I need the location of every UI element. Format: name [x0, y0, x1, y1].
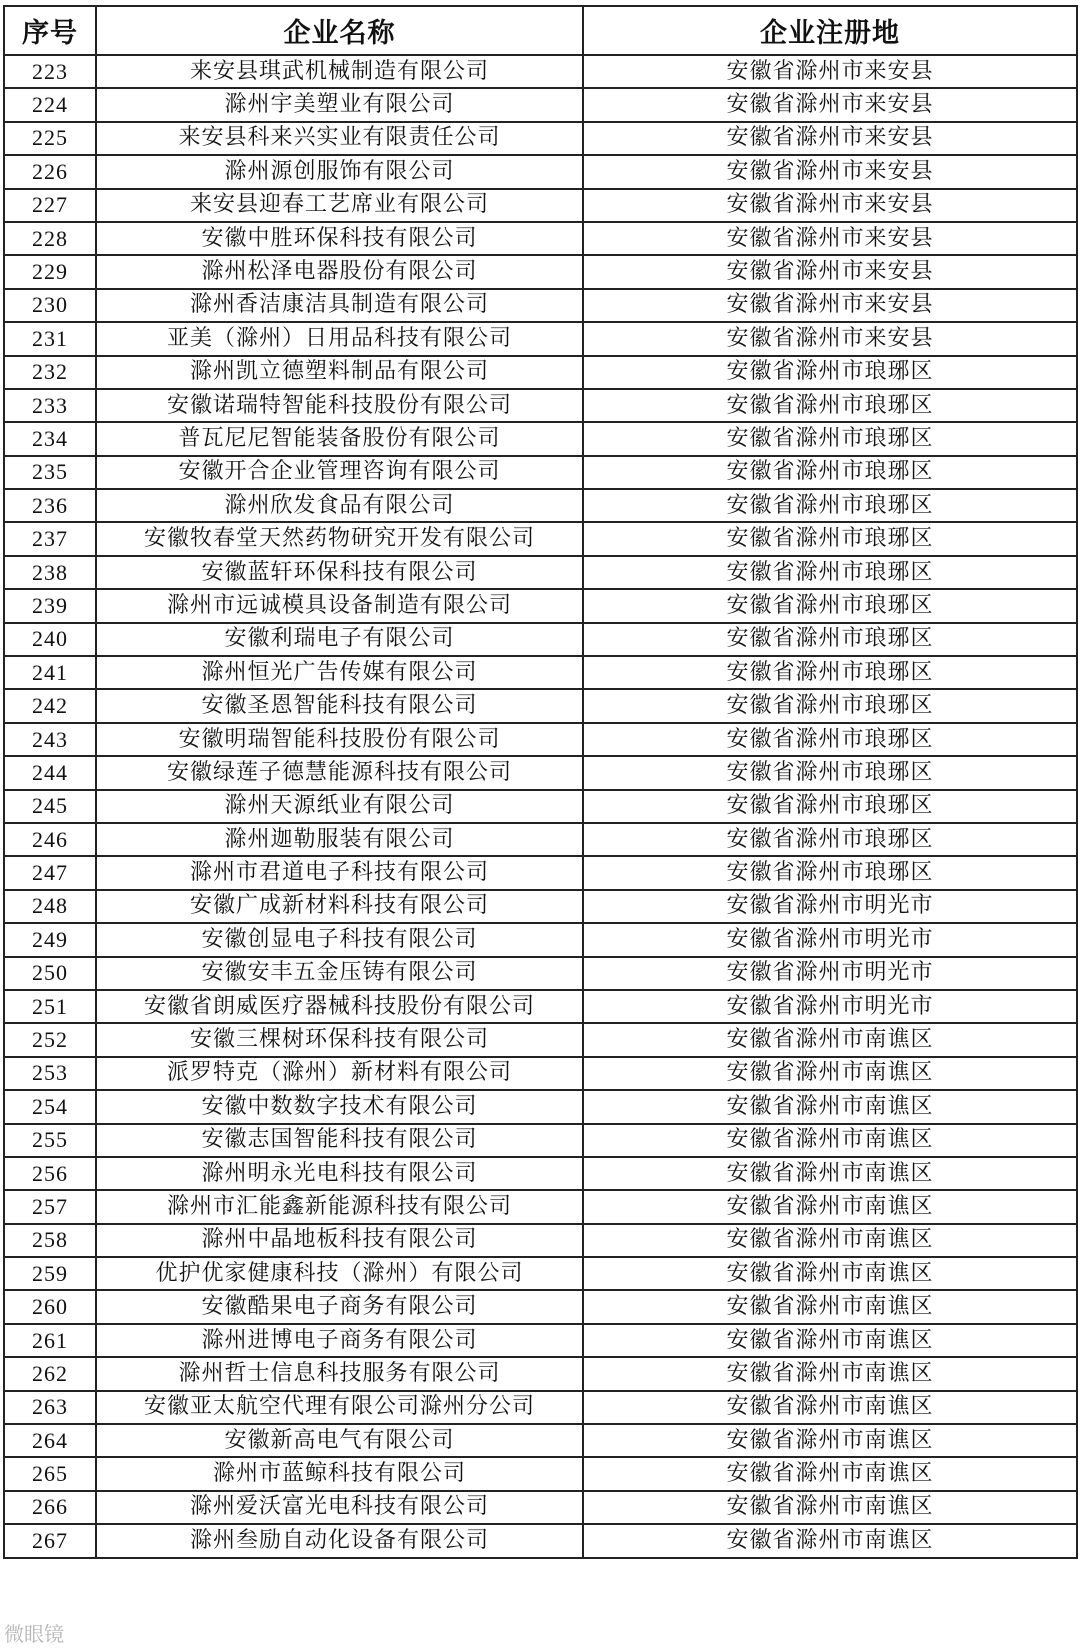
cell-serial-number: 227 — [4, 189, 96, 222]
cell-registered-location: 安徽省滁州市南谯区 — [583, 1324, 1077, 1357]
watermark-text: 微眼镜 — [4, 1622, 64, 1646]
table-row — [4, 322, 1077, 355]
cell-registered-location: 安徽省滁州市南谯区 — [583, 1090, 1077, 1123]
cell-company-name: 派罗特克（滁州）新材料有限公司 — [96, 1057, 583, 1090]
cell-serial-number: 249 — [4, 923, 96, 956]
cell-company-name: 来安县迎春工艺席业有限公司 — [96, 189, 583, 222]
table-row — [4, 522, 1077, 555]
cell-registered-location: 安徽省滁州市南谯区 — [583, 1290, 1077, 1323]
cell-registered-location: 安徽省滁州市南谯区 — [583, 1124, 1077, 1157]
cell-registered-location: 安徽省滁州市来安县 — [583, 255, 1077, 288]
table-row — [4, 255, 1077, 288]
table-row — [4, 1257, 1077, 1290]
cell-serial-number: 255 — [4, 1124, 96, 1157]
cell-registered-location: 安徽省滁州市琅琊区 — [583, 489, 1077, 522]
table-row — [4, 656, 1077, 689]
cell-registered-location: 安徽省滁州市来安县 — [583, 289, 1077, 322]
cell-registered-location: 安徽省滁州市琅琊区 — [583, 756, 1077, 789]
cell-registered-location: 安徽省滁州市南谯区 — [583, 1424, 1077, 1457]
cell-registered-location: 安徽省滁州市来安县 — [583, 122, 1077, 155]
table-row — [4, 790, 1077, 823]
cell-company-name: 滁州迦勒服装有限公司 — [96, 823, 583, 856]
table-row — [4, 389, 1077, 422]
table-row — [4, 1023, 1077, 1056]
table-row — [4, 189, 1077, 222]
table-row — [4, 88, 1077, 121]
cell-registered-location: 安徽省滁州市来安县 — [583, 155, 1077, 188]
table-row — [4, 1090, 1077, 1123]
header-registered-location: 企业注册地 — [583, 6, 1077, 55]
cell-serial-number: 224 — [4, 88, 96, 121]
table-row — [4, 1324, 1077, 1357]
cell-registered-location: 安徽省滁州市南谯区 — [583, 1257, 1077, 1290]
table-row — [4, 723, 1077, 756]
cell-serial-number: 236 — [4, 489, 96, 522]
cell-company-name: 滁州哲士信息科技服务有限公司 — [96, 1357, 583, 1390]
cell-registered-location: 安徽省滁州市南谯区 — [583, 1391, 1077, 1424]
cell-company-name: 安徽中胜环保科技有限公司 — [96, 222, 583, 255]
cell-company-name: 滁州源创服饰有限公司 — [96, 155, 583, 188]
cell-registered-location: 安徽省滁州市琅琊区 — [583, 723, 1077, 756]
cell-registered-location: 安徽省滁州市琅琊区 — [583, 823, 1077, 856]
table-header-row — [4, 6, 1077, 55]
cell-company-name: 滁州香洁康洁具制造有限公司 — [96, 289, 583, 322]
cell-serial-number: 223 — [4, 55, 96, 88]
table-row — [4, 623, 1077, 656]
table-row — [4, 990, 1077, 1023]
table-row — [4, 289, 1077, 322]
cell-registered-location: 安徽省滁州市琅琊区 — [583, 790, 1077, 823]
cell-company-name: 来安县科来兴实业有限责任公司 — [96, 122, 583, 155]
cell-serial-number: 246 — [4, 823, 96, 856]
table-row — [4, 589, 1077, 622]
cell-company-name: 滁州中晶地板科技有限公司 — [96, 1224, 583, 1257]
cell-serial-number: 265 — [4, 1457, 96, 1490]
table-row — [4, 856, 1077, 889]
cell-company-name: 滁州松泽电器股份有限公司 — [96, 255, 583, 288]
cell-registered-location: 安徽省滁州市来安县 — [583, 322, 1077, 355]
table-row — [4, 756, 1077, 789]
cell-company-name: 安徽明瑞智能科技股份有限公司 — [96, 723, 583, 756]
cell-company-name: 安徽三棵树环保科技有限公司 — [96, 1023, 583, 1056]
cell-serial-number: 241 — [4, 656, 96, 689]
cell-company-name: 安徽开合企业管理咨询有限公司 — [96, 456, 583, 489]
table-row — [4, 1124, 1077, 1157]
cell-registered-location: 安徽省滁州市琅琊区 — [583, 356, 1077, 389]
cell-registered-location: 安徽省滁州市来安县 — [583, 222, 1077, 255]
cell-registered-location: 安徽省滁州市琅琊区 — [583, 589, 1077, 622]
table-row — [4, 1391, 1077, 1424]
cell-serial-number: 266 — [4, 1491, 96, 1524]
cell-registered-location: 安徽省滁州市琅琊区 — [583, 689, 1077, 722]
cell-company-name: 安徽蓝轩环保科技有限公司 — [96, 556, 583, 589]
table-row — [4, 155, 1077, 188]
cell-company-name: 滁州市远诚模具设备制造有限公司 — [96, 589, 583, 622]
table-row — [4, 422, 1077, 455]
cell-serial-number: 264 — [4, 1424, 96, 1457]
cell-serial-number: 232 — [4, 356, 96, 389]
cell-company-name: 安徽中数数字技术有限公司 — [96, 1090, 583, 1123]
cell-registered-location: 安徽省滁州市明光市 — [583, 957, 1077, 990]
cell-registered-location: 安徽省滁州市南谯区 — [583, 1023, 1077, 1056]
cell-company-name: 安徽广成新材料科技有限公司 — [96, 890, 583, 923]
cell-serial-number: 251 — [4, 990, 96, 1023]
cell-company-name: 滁州凯立德塑料制品有限公司 — [96, 356, 583, 389]
table-row — [4, 823, 1077, 856]
cell-company-name: 安徽利瑞电子有限公司 — [96, 623, 583, 656]
cell-registered-location: 安徽省滁州市来安县 — [583, 55, 1077, 88]
cell-registered-location: 安徽省滁州市琅琊区 — [583, 389, 1077, 422]
cell-company-name: 安徽绿莲子德慧能源科技有限公司 — [96, 756, 583, 789]
cell-serial-number: 262 — [4, 1357, 96, 1390]
cell-registered-location: 安徽省滁州市南谯区 — [583, 1057, 1077, 1090]
cell-serial-number: 256 — [4, 1157, 96, 1190]
cell-serial-number: 263 — [4, 1391, 96, 1424]
cell-serial-number: 229 — [4, 255, 96, 288]
cell-company-name: 安徽安丰五金压铸有限公司 — [96, 957, 583, 990]
cell-company-name: 安徽牧春堂天然药物研究开发有限公司 — [96, 522, 583, 555]
cell-registered-location: 安徽省滁州市南谯区 — [583, 1524, 1077, 1557]
table-row — [4, 1524, 1077, 1557]
cell-serial-number: 231 — [4, 322, 96, 355]
cell-registered-location: 安徽省滁州市南谯区 — [583, 1491, 1077, 1524]
cell-company-name: 滁州天源纸业有限公司 — [96, 790, 583, 823]
cell-registered-location: 安徽省滁州市南谯区 — [583, 1157, 1077, 1190]
cell-serial-number: 247 — [4, 856, 96, 889]
cell-company-name: 安徽志国智能科技有限公司 — [96, 1124, 583, 1157]
cell-serial-number: 267 — [4, 1524, 96, 1557]
cell-company-name: 安徽诺瑞特智能科技股份有限公司 — [96, 389, 583, 422]
table-row — [4, 1190, 1077, 1223]
cell-serial-number: 250 — [4, 957, 96, 990]
table-row — [4, 1424, 1077, 1457]
cell-serial-number: 239 — [4, 589, 96, 622]
cell-registered-location: 安徽省滁州市来安县 — [583, 189, 1077, 222]
table-row — [4, 923, 1077, 956]
cell-registered-location: 安徽省滁州市明光市 — [583, 923, 1077, 956]
cell-serial-number: 254 — [4, 1090, 96, 1123]
cell-serial-number: 230 — [4, 289, 96, 322]
table-body — [4, 55, 1077, 1558]
cell-registered-location: 安徽省滁州市来安县 — [583, 88, 1077, 121]
cell-company-name: 滁州明永光电科技有限公司 — [96, 1157, 583, 1190]
table-row — [4, 55, 1077, 88]
cell-serial-number: 228 — [4, 222, 96, 255]
header-company-name: 企业名称 — [96, 6, 583, 55]
cell-company-name: 滁州宇美塑业有限公司 — [96, 88, 583, 121]
cell-serial-number: 244 — [4, 756, 96, 789]
cell-serial-number: 257 — [4, 1190, 96, 1223]
table-row — [4, 1290, 1077, 1323]
cell-company-name: 来安县琪武机械制造有限公司 — [96, 55, 583, 88]
cell-serial-number: 243 — [4, 723, 96, 756]
table-row — [4, 1457, 1077, 1490]
cell-registered-location: 安徽省滁州市琅琊区 — [583, 656, 1077, 689]
cell-company-name: 安徽圣恩智能科技有限公司 — [96, 689, 583, 722]
cell-serial-number: 248 — [4, 890, 96, 923]
document-page — [3, 5, 1076, 1559]
cell-serial-number: 242 — [4, 689, 96, 722]
table-row — [4, 356, 1077, 389]
cell-serial-number: 261 — [4, 1324, 96, 1357]
table-row — [4, 1357, 1077, 1390]
table-row — [4, 1491, 1077, 1524]
cell-company-name: 安徽亚太航空代理有限公司滁州分公司 — [96, 1391, 583, 1424]
table-row — [4, 456, 1077, 489]
table-row — [4, 489, 1077, 522]
cell-serial-number: 258 — [4, 1224, 96, 1257]
table-row — [4, 122, 1077, 155]
cell-registered-location: 安徽省滁州市南谯区 — [583, 1190, 1077, 1223]
table-row — [4, 957, 1077, 990]
cell-company-name: 滁州欣发食品有限公司 — [96, 489, 583, 522]
table-row — [4, 689, 1077, 722]
cell-serial-number: 237 — [4, 522, 96, 555]
cell-company-name: 优护优家健康科技（滁州）有限公司 — [96, 1257, 583, 1290]
cell-serial-number: 233 — [4, 389, 96, 422]
cell-company-name: 安徽新高电气有限公司 — [96, 1424, 583, 1457]
cell-company-name: 滁州进博电子商务有限公司 — [96, 1324, 583, 1357]
cell-company-name: 滁州市汇能鑫新能源科技有限公司 — [96, 1190, 583, 1223]
cell-serial-number: 226 — [4, 155, 96, 188]
cell-registered-location: 安徽省滁州市明光市 — [583, 990, 1077, 1023]
cell-registered-location: 安徽省滁州市南谯区 — [583, 1457, 1077, 1490]
table-row — [4, 222, 1077, 255]
cell-registered-location: 安徽省滁州市琅琊区 — [583, 522, 1077, 555]
company-table — [3, 5, 1078, 1559]
cell-serial-number: 259 — [4, 1257, 96, 1290]
header-serial-number: 序号 — [4, 6, 96, 55]
cell-company-name: 滁州叁励自动化设备有限公司 — [96, 1524, 583, 1557]
cell-company-name: 滁州恒光广告传媒有限公司 — [96, 656, 583, 689]
table-row — [4, 1057, 1077, 1090]
cell-company-name: 安徽酷果电子商务有限公司 — [96, 1290, 583, 1323]
cell-company-name: 滁州市蓝鲸科技有限公司 — [96, 1457, 583, 1490]
cell-company-name: 滁州爱沃富光电科技有限公司 — [96, 1491, 583, 1524]
cell-serial-number: 234 — [4, 422, 96, 455]
cell-registered-location: 安徽省滁州市明光市 — [583, 890, 1077, 923]
cell-company-name: 亚美（滁州）日用品科技有限公司 — [96, 322, 583, 355]
cell-registered-location: 安徽省滁州市南谯区 — [583, 1357, 1077, 1390]
cell-serial-number: 260 — [4, 1290, 96, 1323]
cell-registered-location: 安徽省滁州市琅琊区 — [583, 856, 1077, 889]
cell-registered-location: 安徽省滁州市琅琊区 — [583, 456, 1077, 489]
cell-serial-number: 252 — [4, 1023, 96, 1056]
cell-serial-number: 235 — [4, 456, 96, 489]
cell-company-name: 滁州市君道电子科技有限公司 — [96, 856, 583, 889]
table-row — [4, 1224, 1077, 1257]
cell-company-name: 安徽创显电子科技有限公司 — [96, 923, 583, 956]
cell-registered-location: 安徽省滁州市琅琊区 — [583, 556, 1077, 589]
cell-company-name: 普瓦尼尼智能装备股份有限公司 — [96, 422, 583, 455]
table-row — [4, 556, 1077, 589]
table-row — [4, 1157, 1077, 1190]
cell-registered-location: 安徽省滁州市琅琊区 — [583, 422, 1077, 455]
cell-registered-location: 安徽省滁州市南谯区 — [583, 1224, 1077, 1257]
cell-serial-number: 240 — [4, 623, 96, 656]
cell-registered-location: 安徽省滁州市琅琊区 — [583, 623, 1077, 656]
cell-serial-number: 238 — [4, 556, 96, 589]
cell-serial-number: 225 — [4, 122, 96, 155]
cell-company-name: 安徽省朗威医疗器械科技股份有限公司 — [96, 990, 583, 1023]
cell-serial-number: 253 — [4, 1057, 96, 1090]
table-row — [4, 890, 1077, 923]
cell-serial-number: 245 — [4, 790, 96, 823]
